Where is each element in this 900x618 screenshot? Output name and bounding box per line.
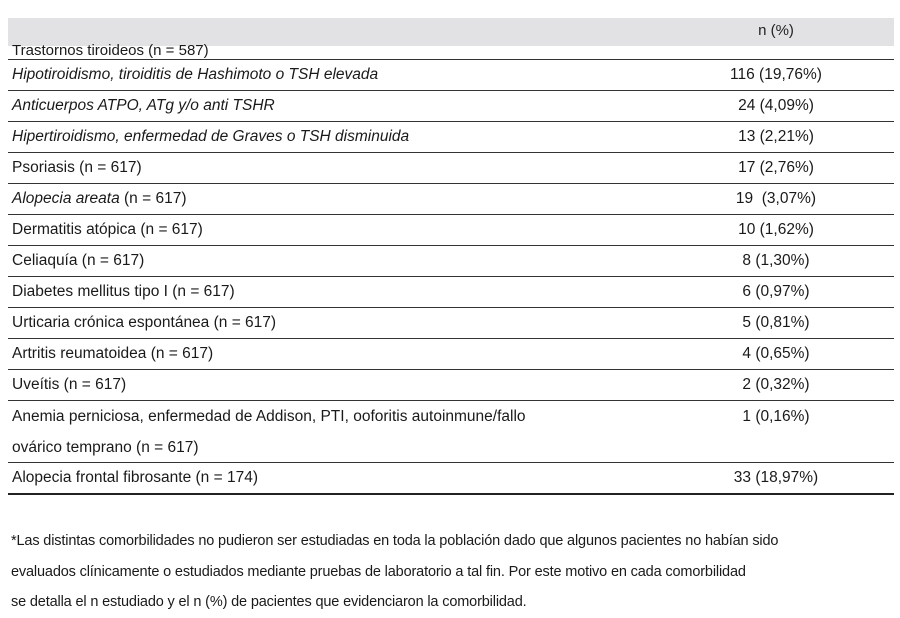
row-label-italic: Alopecia areata [12,190,120,207]
row-label-italic: Anticuerpos ATPO, ATg y/o anti TSHR [12,97,275,114]
row-value: 10 (1,62%) [738,221,814,238]
row-value: 4 (0,65%) [742,345,810,362]
table-row-alopecia-frontal [8,463,894,495]
row-label [12,60,378,90]
row-label [12,401,526,463]
table-row [8,91,894,122]
row-label-text: (n = 617) [119,190,187,207]
row-label-text: Uveítis (n = 617) [12,376,127,393]
row-label-text: Celiaquía (n = 617) [12,252,145,269]
row-label [12,246,144,276]
footnote-line3: se detalla el n estudiado y el n (%) de pacientes que evidenciaron la comorbilidad. [11,594,527,610]
table-row [8,246,894,277]
row-label [12,122,409,152]
row-label-line2: ovárico temprano (n = 617) [12,439,199,456]
footnote-line1: *Las distintas comorbilidades no pudieron ser estudiadas en toda la población dado que algunos pacientes no habían sido [11,533,779,549]
row-value: 5 (0,81%) [742,314,810,331]
row-label-text: Diabetes mellitus tipo I (n = 617) [12,283,235,300]
table-row [8,122,894,153]
comorbidities-table [8,18,894,495]
footnote [11,526,891,618]
row-value: 13 (2,21%) [738,128,814,145]
table-row [8,184,894,215]
row-label-line1: Anemia perniciosa, enfermedad de Addison, PTI, ooforitis autoinmune/fallo [12,408,526,425]
row-value: 1 (0,16%) [742,408,810,425]
row-value: 2 (0,32%) [742,376,810,393]
row-value: 8 (1,30%) [742,252,810,269]
row-label-italic: Hipertiroidismo, enfermedad de Graves o TSH disminuida [12,128,410,145]
row-label [12,91,275,121]
row-value: 116 (19,76%) [730,66,822,83]
row-label [12,153,142,183]
row-value: 24 (4,09%) [738,97,814,114]
table-row [8,60,894,91]
header-value-column: n (%) [758,22,794,39]
table-row [8,215,894,246]
row-value: 17 (2,76%) [738,159,814,176]
row-value: 19 (3,07%) [735,190,817,207]
table-row [8,370,894,401]
row-label-text: Dermatitis atópica (n = 617) [12,221,203,238]
table-row [8,277,894,308]
row-label [12,277,235,307]
row-label-italic: Hipotiroidismo, tiroiditis de Hashimoto o TSH elevada [12,66,379,83]
group-title-thyroid: Trastornos tiroideos (n = 587) [8,42,894,60]
table-row [8,308,894,339]
row-label-text: Urticaria crónica espontánea (n = 617) [12,314,277,331]
row-label [12,184,187,214]
table-row [8,339,894,370]
table-row-anemia [8,401,894,463]
row-value: 33 (18,97%) [733,469,819,486]
row-label [12,215,203,245]
row-label-text: Artritis reumatoidea (n = 617) [12,345,214,362]
table-row [8,153,894,184]
row-label [12,370,126,400]
footnote-line2: evaluados clínicamente o estudiados mediante pruebas de laboratorio a tal fin. Por este motivo en cada comorbilidad [11,563,746,580]
row-label: Alopecia frontal fibrosante (n = 174) [12,469,258,486]
row-label-text: Psoriasis (n = 617) [12,159,142,176]
row-label [12,339,213,369]
row-label [12,308,276,338]
row-value: 6 (0,97%) [742,283,810,300]
table-body [8,60,894,401]
